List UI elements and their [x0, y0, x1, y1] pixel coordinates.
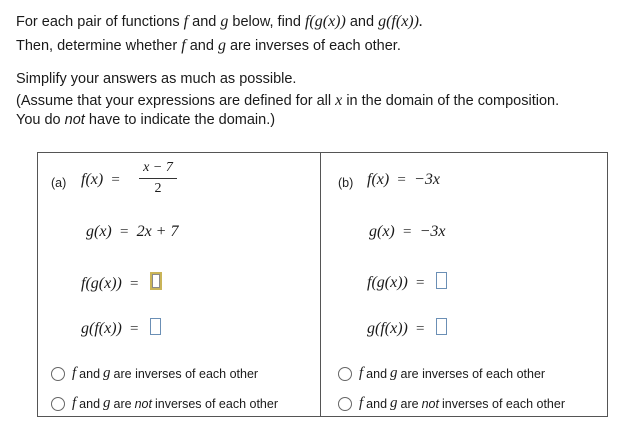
math-f: f [359, 365, 364, 381]
math-x: x [335, 92, 343, 109]
text: are inverses of each other. [229, 38, 401, 54]
g-definition [86, 223, 178, 241]
text: and [79, 366, 101, 381]
radio-button[interactable] [51, 397, 65, 411]
math-f: f [181, 37, 186, 54]
fg-row [81, 272, 162, 293]
g-rhs: 2x + 7 [136, 223, 179, 240]
f-lhs: f(x) [367, 171, 390, 188]
gf-answer-input[interactable] [436, 318, 447, 335]
text: Then, determine whether [16, 38, 178, 54]
fg-lhs: f(g(x)) [81, 275, 122, 292]
fraction-bar [139, 178, 177, 179]
f-definition [367, 171, 440, 189]
equals: = [397, 172, 406, 188]
f-rhs: −3x [414, 171, 440, 188]
gf-lhs: g(f(x)) [81, 320, 122, 337]
text: and [189, 38, 214, 54]
radio-button[interactable] [338, 397, 352, 411]
g-lhs: g(x) [86, 223, 112, 240]
option-not-inverses[interactable] [51, 395, 278, 412]
gf-row [367, 318, 447, 338]
text-emphasis: not [64, 112, 85, 128]
radio-button[interactable] [51, 367, 65, 381]
equals: = [111, 172, 120, 188]
text: inverses of each other [442, 396, 565, 411]
f-definition [81, 171, 124, 189]
equals: = [130, 276, 139, 292]
math-f: f [359, 395, 364, 411]
f-fraction [139, 160, 177, 197]
math-g: g [217, 37, 226, 54]
text: inverses of each other [155, 396, 278, 411]
g-rhs: −3x [419, 223, 446, 240]
denominator: 2 [154, 181, 162, 196]
gf-row [81, 318, 161, 338]
math-f: f [183, 13, 189, 30]
fg-lhs: f(g(x)) [367, 274, 408, 291]
text: (Assume that your expressions are defined for all [16, 93, 332, 109]
instruction-line-5 [16, 112, 275, 128]
math-f: f [72, 365, 77, 381]
gf-lhs: g(f(x)) [367, 320, 408, 337]
math-g: g [103, 395, 111, 411]
instruction-line-3: Simplify your answers as much as possible. [16, 71, 297, 87]
text: are [400, 396, 419, 411]
instruction-line-2 [16, 37, 401, 55]
math-g: g [220, 13, 229, 30]
math-fg: f(g(x)) [304, 13, 346, 30]
text-emphasis: not [134, 396, 152, 411]
g-lhs: g(x) [369, 223, 395, 240]
fg-answer-input[interactable] [436, 272, 447, 289]
option-inverses[interactable] [51, 365, 258, 382]
option-not-inverses[interactable] [338, 395, 565, 412]
math-g: g [390, 395, 398, 411]
equals: = [416, 275, 425, 291]
option-inverses[interactable] [338, 365, 545, 382]
math-f: f [72, 395, 77, 411]
math-g: g [390, 365, 398, 381]
text: have to indicate the domain.) [88, 112, 276, 128]
text: and [192, 14, 217, 30]
text: are [113, 396, 132, 411]
instruction-line-4 [16, 92, 559, 110]
part-a [37, 152, 320, 415]
text: and [366, 396, 388, 411]
equals: = [416, 321, 425, 337]
text: and [79, 396, 101, 411]
text: and [366, 366, 388, 381]
text: You do [16, 112, 61, 128]
math-gf: g(f(x)). [378, 13, 423, 30]
instruction-line-1 [16, 13, 423, 31]
equals: = [119, 224, 129, 240]
gf-answer-input[interactable] [150, 318, 161, 335]
fg-answer-input[interactable] [150, 272, 162, 290]
text-emphasis: not [421, 396, 439, 411]
text: and [349, 14, 375, 30]
text: in the domain of the composition. [346, 93, 560, 109]
g-definition [369, 223, 445, 241]
radio-button[interactable] [338, 367, 352, 381]
math-g: g [103, 365, 111, 381]
text: below, find [232, 14, 301, 30]
text: are inverses of each other [400, 366, 546, 381]
part-label: (a) [51, 176, 67, 190]
equals: = [130, 321, 139, 337]
text: For each pair of functions [16, 14, 180, 30]
fg-row [367, 272, 447, 292]
text: are inverses of each other [113, 366, 259, 381]
part-label: (b) [338, 176, 354, 190]
numerator: x − 7 [143, 160, 173, 175]
equals: = [402, 224, 412, 240]
f-lhs: f(x) [81, 171, 104, 188]
part-b [321, 152, 606, 415]
